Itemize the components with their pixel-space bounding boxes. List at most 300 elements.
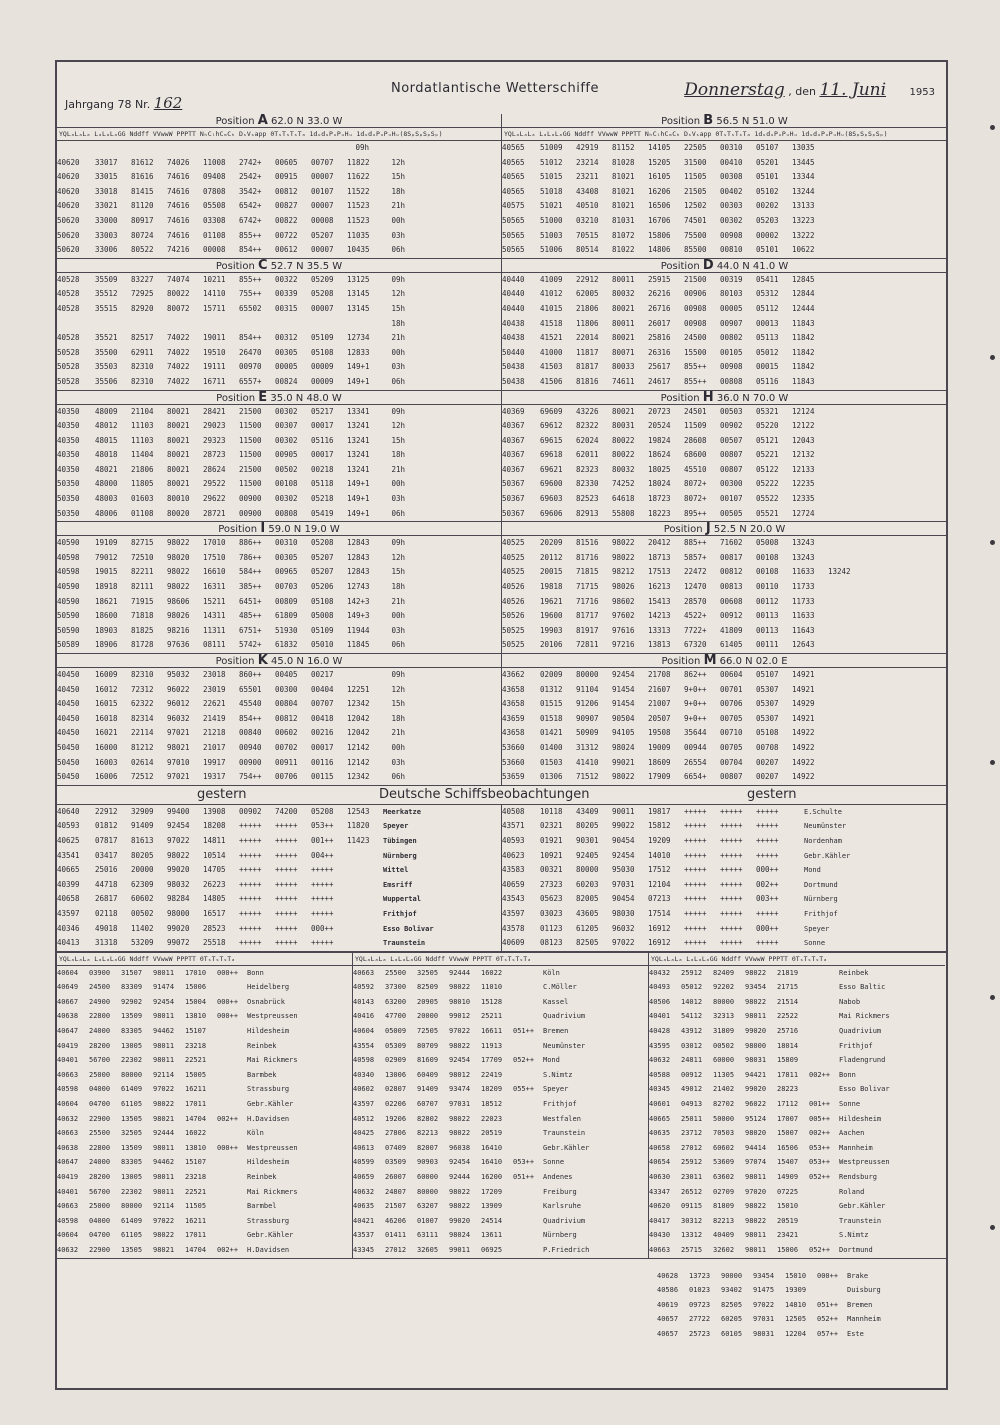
cell: 00116 xyxy=(311,757,334,767)
cell: 82505 xyxy=(576,938,599,948)
cell: 22114 xyxy=(131,728,154,738)
cell: 00302 xyxy=(275,494,298,504)
extra-ship-reports xyxy=(57,1258,947,1342)
cell: 43583 xyxy=(502,865,525,875)
ship-name: Strassburg xyxy=(247,1216,290,1225)
cell: 22472 xyxy=(684,567,707,577)
cell: 74501 xyxy=(684,215,707,225)
position-title xyxy=(502,391,947,405)
cell xyxy=(828,609,864,624)
cell: 6542+ xyxy=(239,201,262,211)
cell: 05122 xyxy=(756,464,779,474)
cell: 69603 xyxy=(540,494,563,504)
cell: 80000 xyxy=(576,670,599,679)
cell: 98022 xyxy=(745,997,767,1006)
position-coord: 45.0 N 16.0 W xyxy=(267,656,343,667)
cell xyxy=(513,1141,543,1156)
cell xyxy=(809,966,839,981)
ship-name: Speyer xyxy=(543,1085,569,1094)
cell: 00310 xyxy=(720,143,743,152)
cell: 12043 xyxy=(792,435,815,445)
cell: 49018 xyxy=(95,923,118,933)
cell: 19818 xyxy=(540,582,563,592)
cell: 05220 xyxy=(756,421,779,431)
cell: 40598 xyxy=(57,1216,79,1225)
cell xyxy=(809,1214,839,1229)
table-row xyxy=(57,302,501,317)
cell: 40630 xyxy=(649,1173,671,1181)
cell: 13908 xyxy=(203,806,226,816)
cell: 24000 xyxy=(89,1158,111,1167)
cell: 43912 xyxy=(681,1027,703,1036)
cell: 40428 xyxy=(649,1027,671,1036)
cell: 25617 xyxy=(648,362,671,372)
cell xyxy=(131,317,167,332)
cell: 97616 xyxy=(612,625,635,635)
cell: 13223 xyxy=(792,215,815,225)
cell: +++++ xyxy=(275,835,298,845)
cell: 81613 xyxy=(131,835,154,845)
cell: 81022 xyxy=(612,245,635,255)
cell: 21500 xyxy=(239,406,262,416)
cell: 81152 xyxy=(612,143,635,152)
cell: 04913 xyxy=(681,1100,703,1109)
cell: 09h xyxy=(391,670,405,679)
cell: 81031 xyxy=(612,215,635,225)
cell xyxy=(217,1185,247,1200)
table-row xyxy=(502,492,947,507)
cell: 40367 xyxy=(502,435,525,445)
cell: 35500 xyxy=(95,347,118,357)
cell xyxy=(513,966,543,981)
cell: 40586 xyxy=(657,1286,679,1295)
cell: 05521 xyxy=(756,508,779,518)
ship-name: Tübingen xyxy=(383,836,417,845)
cell: 06h xyxy=(391,245,405,255)
cell: 40663 xyxy=(649,1245,671,1254)
cell xyxy=(217,980,247,995)
table-row xyxy=(502,770,947,785)
cell: 16200 xyxy=(481,1173,503,1181)
cell: 25500 xyxy=(385,968,407,977)
cell: 6557+ xyxy=(239,376,262,386)
position-title xyxy=(57,522,501,536)
ship-name: Speyer xyxy=(383,822,409,831)
cell: 82111 xyxy=(131,582,154,592)
cell: 43345 xyxy=(353,1245,375,1254)
cell: 22800 xyxy=(89,1012,111,1021)
cell: 74616 xyxy=(167,230,190,240)
cell: 28523 xyxy=(203,923,226,933)
cell: 40659 xyxy=(353,1173,375,1181)
table-row xyxy=(57,243,501,258)
cell: 69600 xyxy=(540,479,563,489)
cell: +++++ xyxy=(311,879,334,889)
cell: 40658 xyxy=(57,894,80,904)
cell: 12124 xyxy=(792,406,815,416)
cell: 97074 xyxy=(745,1158,767,1167)
cell: 11509 xyxy=(684,421,707,431)
cell xyxy=(828,624,864,639)
cell: 12042 xyxy=(347,713,370,723)
cell: 17010 xyxy=(185,968,207,977)
cell: 27012 xyxy=(681,1143,703,1152)
cell: 18918 xyxy=(95,582,118,592)
cell: 74252 xyxy=(612,479,635,489)
cell: +++++ xyxy=(311,865,334,875)
cell: 80022 xyxy=(612,450,635,460)
cell: 28723 xyxy=(203,450,226,460)
cell: 40658 xyxy=(649,1143,671,1152)
cell: 00907 xyxy=(720,318,743,328)
cell: 96032 xyxy=(612,923,635,933)
ship-name: Emsriff xyxy=(383,880,413,889)
ship-name: Mond xyxy=(543,1056,560,1065)
cell: 33006 xyxy=(95,245,118,255)
cell: 50590 xyxy=(57,611,80,621)
table-row xyxy=(649,1112,945,1127)
table-row xyxy=(57,1141,352,1156)
cell: 43658 xyxy=(502,684,525,694)
cell: 17513 xyxy=(648,567,671,577)
cell: 19917 xyxy=(203,757,226,767)
cell: 40510 xyxy=(576,201,599,211)
cell: 19508 xyxy=(648,728,671,738)
cell: 11103 xyxy=(131,421,154,431)
cell: 43597 xyxy=(502,908,525,918)
cell: 00005 xyxy=(720,303,743,313)
cell: 22621 xyxy=(203,699,226,709)
cell: 40593 xyxy=(502,835,525,845)
cell: 28421 xyxy=(203,406,226,416)
cell xyxy=(239,141,275,156)
cell: 43658 xyxy=(502,728,525,738)
cell xyxy=(809,1199,839,1214)
table-row xyxy=(502,683,947,698)
ship-name: Reinbek xyxy=(839,968,869,977)
position-block xyxy=(57,654,947,786)
cell: 40632 xyxy=(353,1187,375,1196)
cell: 05321 xyxy=(756,406,779,416)
cell: 21h xyxy=(391,596,405,606)
cell: 65502 xyxy=(239,303,262,313)
cell: 00310 xyxy=(275,538,298,548)
cell: 40647 xyxy=(57,1158,79,1167)
position-k xyxy=(57,654,502,785)
cell: 00302 xyxy=(275,435,298,445)
table-row xyxy=(353,1082,648,1097)
position-letter: B xyxy=(703,113,714,128)
cell: 24500 xyxy=(684,333,707,343)
cell: 051++ xyxy=(513,1027,535,1036)
cell: 11842 xyxy=(792,333,815,343)
cell: 18512 xyxy=(481,1100,503,1109)
table-row xyxy=(649,995,945,1010)
ship-name: Frithjof xyxy=(839,1041,873,1050)
cell: 40649 xyxy=(57,983,79,992)
cell: 82211 xyxy=(131,567,154,577)
cell: 80021 xyxy=(167,435,190,445)
cell: 05113 xyxy=(756,333,779,343)
cell: 99072 xyxy=(167,938,190,948)
cell: +++++ xyxy=(720,850,743,860)
cell: 09115 xyxy=(681,1202,703,1211)
table-row xyxy=(353,995,648,1010)
cell: 98020 xyxy=(167,552,190,562)
cell: 98032 xyxy=(167,879,190,889)
cell: 00706 xyxy=(275,772,298,782)
cell: 40619 xyxy=(657,1300,679,1309)
cell: 00013 xyxy=(756,318,779,328)
cell: 97010 xyxy=(167,757,190,767)
cell: 98011 xyxy=(153,968,175,977)
position-letter: K xyxy=(257,653,268,668)
cell: 23018 xyxy=(203,670,226,679)
cell: 15711 xyxy=(203,303,226,313)
cell: 16022 xyxy=(185,1129,207,1138)
table-row xyxy=(57,1039,352,1054)
cell: 82920 xyxy=(131,303,154,313)
cell: 00113 xyxy=(756,625,779,635)
cell: 00007 xyxy=(311,245,334,255)
cell: 45510 xyxy=(684,464,707,474)
cell: 24501 xyxy=(684,406,707,416)
cell: 00115 xyxy=(311,772,334,782)
cell: 40450 xyxy=(57,670,80,679)
cell: 40350 xyxy=(57,421,80,431)
cell: 14704 xyxy=(185,1245,207,1254)
table-row xyxy=(57,419,501,434)
cell: 16206 xyxy=(648,186,671,196)
cell: 74611 xyxy=(612,376,635,386)
table-row xyxy=(502,317,947,332)
cell: 00300 xyxy=(720,479,743,489)
table-row xyxy=(502,331,947,346)
cell xyxy=(828,185,864,200)
cell: 25715 xyxy=(681,1245,703,1254)
cell: 40620 xyxy=(57,172,80,182)
table-row xyxy=(57,1024,352,1039)
cell: 74022 xyxy=(167,362,190,372)
cell: 40508 xyxy=(502,806,525,816)
cell: 00207 xyxy=(756,757,779,767)
cell: 755++ xyxy=(239,289,262,299)
cell: 93474 xyxy=(449,1085,471,1094)
cell: 03h xyxy=(391,757,405,767)
table-row xyxy=(502,834,947,849)
cell: 99020 xyxy=(449,1216,471,1225)
cell: +++++ xyxy=(239,879,262,889)
cell: 81415 xyxy=(131,186,154,196)
cell: 98212 xyxy=(612,567,635,577)
cell: 885++ xyxy=(684,538,707,548)
cell: 05207 xyxy=(311,552,334,562)
cell: 40416 xyxy=(353,1012,375,1021)
cell: 23218 xyxy=(185,1173,207,1181)
cell: 18600 xyxy=(95,611,118,621)
cell: 97022 xyxy=(753,1300,775,1309)
ship-name: Köln xyxy=(247,1129,264,1138)
cell: 43408 xyxy=(576,186,599,196)
cell: 12543 xyxy=(347,806,370,816)
cell: 81817 xyxy=(576,362,599,372)
ship-name: Dortmund xyxy=(839,1245,873,1254)
cell: 62322 xyxy=(131,699,154,709)
cell: +++++ xyxy=(239,923,262,933)
cell: 11010 xyxy=(481,983,503,992)
cell: 40632 xyxy=(57,1245,79,1254)
table-row xyxy=(57,1298,947,1313)
cell: 05012 xyxy=(756,347,779,357)
position-letter: J xyxy=(705,521,711,537)
cell: 05209 xyxy=(311,274,334,284)
cell: 40528 xyxy=(57,303,80,313)
cell: 12743 xyxy=(347,582,370,592)
cell: 60105 xyxy=(721,1329,743,1338)
cell: 62024 xyxy=(576,435,599,445)
cell: 01812 xyxy=(95,821,118,831)
cell: 03417 xyxy=(95,850,118,860)
cell: 25000 xyxy=(89,1070,111,1079)
ship-report-column xyxy=(353,953,649,1258)
cell: +++++ xyxy=(756,821,779,831)
cell: 12843 xyxy=(347,552,370,562)
cell: 90903 xyxy=(417,1158,439,1167)
cell: 7722+ xyxy=(684,625,707,635)
cell xyxy=(167,141,203,156)
cell: 18723 xyxy=(648,494,671,504)
cell: 40604 xyxy=(353,1027,375,1036)
ship-name: Strassburg xyxy=(247,1085,290,1094)
cell: 82213 xyxy=(713,1216,735,1225)
ship-name: Esso Bolivar xyxy=(383,924,434,933)
cell: 09408 xyxy=(203,172,226,182)
cell: 13241 xyxy=(347,435,370,445)
cell: 40450 xyxy=(57,699,80,709)
cell: 15010 xyxy=(777,1202,799,1211)
cell: 93402 xyxy=(721,1286,743,1295)
table-row xyxy=(57,156,501,171)
ship-name: Reinbek xyxy=(247,1041,277,1050)
cell: 40419 xyxy=(57,1173,79,1181)
position-letter: D xyxy=(702,257,714,273)
cell: 74074 xyxy=(167,274,190,284)
cell: 00807 xyxy=(720,450,743,460)
cell: 002++ xyxy=(217,1245,239,1254)
cell: 23211 xyxy=(576,172,599,182)
table-row xyxy=(502,170,947,185)
cell: 17709 xyxy=(481,1056,503,1065)
cell: 00008 xyxy=(311,215,334,225)
cell: 13813 xyxy=(648,640,671,650)
ship-name: Speyer xyxy=(804,924,830,933)
cell: 61405 xyxy=(720,640,743,650)
cell: 43537 xyxy=(353,1231,375,1240)
ship-name: Gebr.Kähler xyxy=(804,851,851,860)
cell: 40632 xyxy=(57,1114,79,1123)
cell: 90011 xyxy=(612,806,635,816)
cell: 13145 xyxy=(347,289,370,299)
cell: 05307 xyxy=(756,713,779,723)
cell: 43571 xyxy=(502,821,525,831)
cell: 80000 xyxy=(121,1070,143,1079)
cell xyxy=(513,1185,543,1200)
cell: 00300 xyxy=(275,684,298,694)
ship-name: Quadrivium xyxy=(543,1216,586,1225)
cell: 00906 xyxy=(684,289,707,299)
cell: 00111 xyxy=(756,640,779,650)
cell: 40440 xyxy=(502,274,525,284)
ship-name: Wuppertal xyxy=(383,895,421,904)
cell: 80000 xyxy=(417,1187,439,1196)
ship-name: Sonne xyxy=(839,1100,861,1109)
cell: 12342 xyxy=(347,699,370,709)
cell: 82509 xyxy=(417,983,439,992)
cell: 149+1 xyxy=(347,494,370,504)
cell: 10921 xyxy=(540,850,563,860)
cell: 40590 xyxy=(57,596,80,606)
cell xyxy=(828,448,864,463)
cell: 03012 xyxy=(681,1041,703,1050)
cell: +++++ xyxy=(239,908,262,918)
cell: 09723 xyxy=(689,1300,711,1309)
cell: 00812 xyxy=(275,713,298,723)
cell: 12251 xyxy=(347,684,370,694)
cell: 80021 xyxy=(612,303,635,313)
cell: 00009 xyxy=(311,376,334,386)
cell: 07808 xyxy=(203,186,226,196)
punch-hole xyxy=(990,995,995,1000)
cell: 25000 xyxy=(89,1202,111,1211)
ship-name: Traunstein xyxy=(543,1129,586,1138)
cell: 17514 xyxy=(648,908,671,918)
cell: 92902 xyxy=(121,997,143,1006)
table-row xyxy=(57,331,501,346)
cell: 13313 xyxy=(648,625,671,635)
ship-name: Nürnberg xyxy=(383,851,417,860)
cell: 15006 xyxy=(777,1245,799,1254)
cell: 13241 xyxy=(347,464,370,474)
cell: 01421 xyxy=(540,728,563,738)
cell: 00505 xyxy=(720,508,743,518)
ship-name: Roland xyxy=(839,1187,865,1196)
cell: 82322 xyxy=(576,421,599,431)
cell xyxy=(828,697,864,712)
table-row xyxy=(57,1283,947,1298)
table-row xyxy=(502,287,947,302)
cell: 71915 xyxy=(131,596,154,606)
cell xyxy=(828,683,864,698)
cell: 051++ xyxy=(817,1300,839,1309)
cell: 10435 xyxy=(347,245,370,255)
cell: 04700 xyxy=(89,1231,111,1240)
cell: 00308 xyxy=(720,172,743,182)
cell xyxy=(828,741,864,756)
cell: 81028 xyxy=(612,157,635,167)
cell: 052++ xyxy=(809,1173,831,1181)
table-row xyxy=(57,624,501,639)
ship-name: S.Nimtz xyxy=(543,1070,573,1079)
cell: 91475 xyxy=(753,1286,775,1295)
table-row xyxy=(502,477,947,492)
cell: 11822 xyxy=(347,157,370,167)
cell xyxy=(828,331,864,346)
cell: 12142 xyxy=(347,757,370,767)
cell: 21708 xyxy=(648,670,671,679)
table-row xyxy=(57,936,501,951)
cell xyxy=(828,302,864,317)
cell: 80032 xyxy=(612,464,635,474)
